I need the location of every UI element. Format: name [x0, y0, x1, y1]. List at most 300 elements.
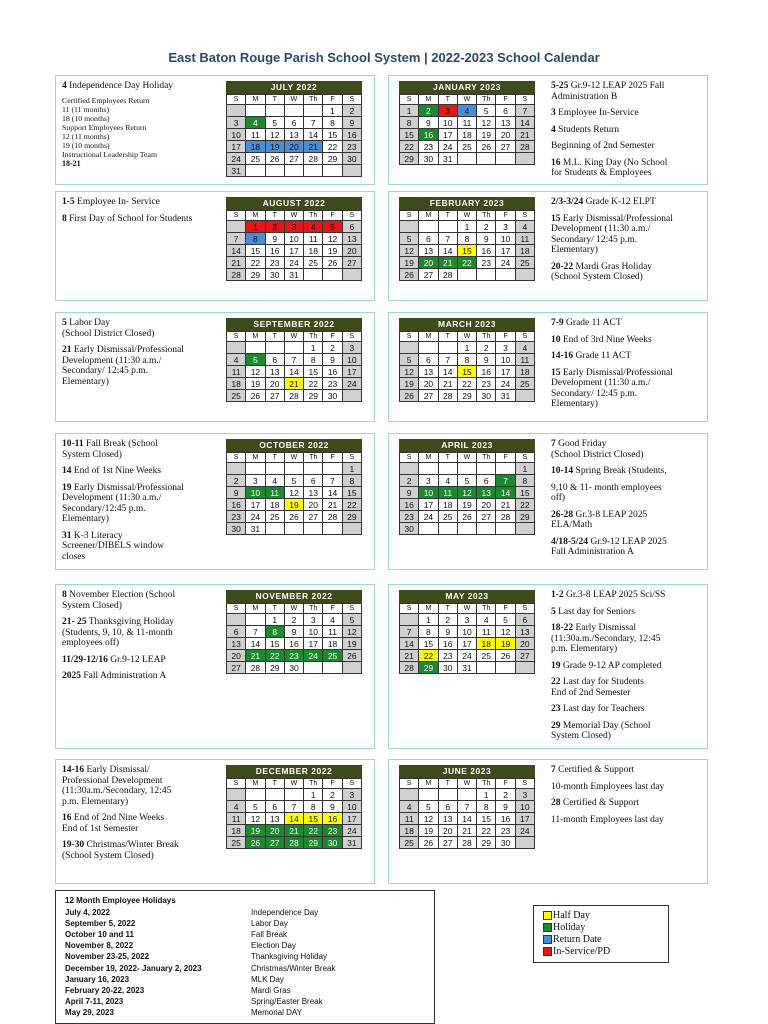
day-cell: 27 [304, 511, 323, 523]
day-cell [477, 153, 496, 165]
day-cell: 1 [457, 342, 476, 354]
day-cell [457, 153, 476, 165]
day-cell: 8 [342, 475, 361, 487]
day-cell [457, 789, 476, 801]
note-date: 8 [62, 213, 67, 224]
day-cell: 3 [227, 117, 246, 129]
holiday-row [65, 941, 425, 952]
day-cell: 24 [496, 257, 515, 269]
note-line: 19 (10 months) [62, 140, 110, 150]
day-cell: 8 [323, 117, 342, 129]
day-cell: 14 [496, 487, 515, 499]
day-cell [265, 523, 284, 535]
day-cell: 20 [265, 378, 284, 390]
month-calendar [399, 318, 535, 402]
day-cell: 11 [227, 366, 246, 378]
day-cell: 30 [342, 153, 361, 165]
day-cell: 26 [323, 257, 342, 269]
day-cell: 28 [246, 662, 265, 674]
day-cell [477, 463, 496, 475]
legend-swatch [543, 935, 552, 944]
note-text: Memorial Day (School [560, 720, 651, 731]
day-cell: 11 [246, 129, 265, 141]
note-line: closes [62, 551, 86, 562]
day-cell: 12 [246, 813, 265, 825]
holiday-row [65, 1008, 425, 1019]
day-cell: 26 [265, 153, 284, 165]
day-cell: 22 [515, 499, 534, 511]
day-cell: 16 [284, 638, 303, 650]
legend-label: Half Day [553, 910, 590, 921]
day-cell: 24 [457, 650, 476, 662]
holiday-date: January 16, 2023 [65, 974, 130, 984]
weekday-label: S [400, 211, 419, 221]
month-calendar [226, 765, 362, 849]
note-line [551, 590, 707, 601]
weekday-label: S [515, 604, 534, 614]
weekday-label: T [438, 95, 457, 105]
day-cell: 18 [265, 499, 284, 511]
day-cell: 22 [265, 650, 284, 662]
day-cell: 26 [284, 511, 303, 523]
weekday-label: F [496, 779, 515, 789]
day-cell [284, 105, 303, 117]
note-date: 14 [62, 466, 72, 476]
day-cell [515, 662, 534, 674]
legend-swatch [543, 947, 552, 956]
day-cell: 7 [515, 105, 534, 117]
day-cell: 28 [323, 511, 342, 523]
day-cell [438, 221, 457, 233]
month-grid [399, 603, 535, 674]
day-cell: 21 [284, 825, 303, 837]
note-text: November Election (School [66, 590, 176, 600]
day-cell: 28 [227, 269, 246, 281]
employee-holidays-box [55, 890, 435, 1024]
holiday-date: October 10 and 11 [65, 930, 134, 940]
day-cell: 5 [400, 233, 419, 245]
day-cell: 10 [419, 487, 438, 499]
holidays-title: 12 Month Employee Holidays [65, 896, 176, 905]
day-cell: 1 [323, 105, 342, 117]
weekday-label: F [323, 332, 342, 342]
day-cell: 25 [246, 153, 265, 165]
day-cell [284, 463, 303, 475]
day-cell: 30 [477, 390, 496, 402]
day-cell: 12 [246, 366, 265, 378]
day-cell [400, 463, 419, 475]
day-cell: 18 [246, 141, 265, 153]
day-cell: 21 [515, 129, 534, 141]
weekday-label: T [265, 779, 284, 789]
day-cell: 11 [400, 813, 419, 825]
day-cell: 13 [265, 813, 284, 825]
day-cell: 19 [419, 825, 438, 837]
day-cell: 29 [477, 837, 496, 849]
note-date: 10-11 [62, 439, 84, 449]
note-line: Development (11:30 a.m./ [551, 378, 651, 388]
holiday-event: Labor Day [251, 919, 288, 929]
note-line: Administration B [551, 91, 618, 102]
day-cell: 2 [265, 221, 284, 233]
weekday-label: M [246, 604, 265, 614]
note-text: Grade 9-12 AP completed [560, 660, 662, 671]
day-cell: 9 [438, 626, 457, 638]
day-cell: 28 [284, 837, 303, 849]
day-cell: 14 [246, 638, 265, 650]
month-header: MAY 2023 [399, 590, 535, 603]
day-cell: 21 [284, 378, 303, 390]
day-cell [265, 342, 284, 354]
day-cell: 4 [515, 342, 534, 354]
day-cell: 25 [227, 390, 246, 402]
month-grid [399, 452, 535, 535]
day-cell: 13 [342, 233, 361, 245]
day-cell: 16 [323, 813, 342, 825]
weekday-label: W [284, 211, 303, 221]
month-calendar [399, 765, 535, 849]
day-cell: 7 [284, 354, 303, 366]
day-cell: 17 [246, 499, 265, 511]
day-cell: 24 [284, 257, 303, 269]
note-text: M.L. King Day (No School [560, 157, 668, 168]
day-cell: 18 [515, 366, 534, 378]
day-cell: 20 [419, 257, 438, 269]
day-cell: 10 [496, 354, 515, 366]
day-cell: 5 [284, 475, 303, 487]
day-cell: 4 [400, 801, 419, 813]
day-cell: 3 [496, 342, 515, 354]
note-text: Fall Administration A [81, 671, 167, 681]
legend-item [553, 946, 610, 957]
day-cell: 9 [477, 233, 496, 245]
day-cell: 31 [342, 837, 361, 849]
month-grid [399, 210, 535, 281]
day-cell: 17 [342, 366, 361, 378]
month-grid [226, 331, 362, 402]
month-grid [226, 210, 362, 281]
day-cell: 15 [457, 366, 476, 378]
day-cell: 19 [400, 378, 419, 390]
weekday-label: Th [304, 332, 323, 342]
note-date: 16 [62, 813, 72, 823]
day-cell: 28 [438, 269, 457, 281]
day-cell: 16 [438, 638, 457, 650]
note-line [62, 590, 222, 601]
day-cell: 10 [227, 129, 246, 141]
day-cell: 11 [323, 626, 342, 638]
weekday-label: F [496, 332, 515, 342]
note-line [62, 655, 222, 666]
weekday-label: S [515, 332, 534, 342]
day-cell [496, 662, 515, 674]
day-cell [400, 614, 419, 626]
day-cell: 30 [323, 837, 342, 849]
day-cell: 19 [265, 141, 284, 153]
note-date: 11/29-12/16 [62, 654, 108, 665]
day-cell: 23 [227, 511, 246, 523]
note-text: Gr.3-8 LEAP 2025 Sci/SS [563, 590, 666, 600]
legend-label: In-Service/PD [553, 946, 611, 957]
day-cell: 22 [323, 141, 342, 153]
weekday-label: T [438, 453, 457, 463]
day-cell: 4 [438, 475, 457, 487]
day-cell: 11 [304, 233, 323, 245]
weekday-label: W [457, 604, 476, 614]
month-header: AUGUST 2022 [226, 197, 362, 210]
day-cell: 19 [323, 245, 342, 257]
day-cell: 12 [496, 626, 515, 638]
day-cell: 16 [227, 499, 246, 511]
day-cell: 1 [419, 614, 438, 626]
day-cell [227, 105, 246, 117]
weekday-label: Th [304, 453, 323, 463]
day-cell: 2 [227, 475, 246, 487]
note-date: 5-25 [551, 81, 569, 91]
day-cell: 23 [400, 511, 419, 523]
day-cell: 26 [400, 390, 419, 402]
weekday-label: M [419, 604, 438, 614]
weekday-label: S [342, 779, 361, 789]
day-cell: 29 [342, 511, 361, 523]
day-cell: 25 [227, 837, 246, 849]
note-line: (School District Closed) [62, 328, 155, 339]
note-date: 14-16 [551, 351, 574, 361]
note-text: Fall Break (School [83, 439, 158, 449]
day-cell: 25 [477, 650, 496, 662]
day-cell: 22 [477, 825, 496, 837]
month-calendar [226, 590, 362, 674]
note-line: (School System Closed) [62, 850, 154, 861]
day-cell [304, 662, 323, 674]
day-cell [515, 269, 534, 281]
weekday-label: S [342, 95, 361, 105]
note-text: Grade K-12 ELPT [583, 197, 656, 207]
day-cell [246, 342, 265, 354]
note-date: 4 [551, 124, 556, 135]
note-text: Labor Day [69, 318, 111, 328]
day-cell: 29 [246, 269, 265, 281]
day-cell: 1 [246, 221, 265, 233]
day-cell: 21 [438, 378, 457, 390]
holiday-row [65, 952, 425, 963]
weekday-label: S [400, 604, 419, 614]
weekday-label: W [457, 95, 476, 105]
weekday-label: F [323, 453, 342, 463]
holiday-date: September 5, 2022 [65, 919, 136, 929]
holiday-row [65, 986, 425, 997]
day-cell: 20 [304, 499, 323, 511]
day-cell [515, 153, 534, 165]
weekday-label: Th [477, 332, 496, 342]
day-cell: 28 [304, 153, 323, 165]
day-cell: 6 [284, 117, 303, 129]
day-cell: 31 [284, 269, 303, 281]
day-cell: 5 [246, 801, 265, 813]
day-cell [438, 463, 457, 475]
day-cell: 12 [400, 245, 419, 257]
note-line [551, 677, 707, 688]
note-text: Early Dismissal/Professional [560, 367, 673, 378]
note-line [551, 466, 707, 477]
legend-swatch [543, 923, 552, 932]
day-cell: 25 [304, 257, 323, 269]
note-line: Screener/DIBELS window [62, 541, 165, 551]
day-cell: 2 [477, 342, 496, 354]
day-cell: 26 [457, 511, 476, 523]
day-cell: 15 [419, 638, 438, 650]
day-cell: 27 [419, 269, 438, 281]
day-cell [246, 614, 265, 626]
day-cell: 25 [323, 650, 342, 662]
note-line [62, 765, 222, 776]
day-cell [342, 390, 361, 402]
note-line: Certified Employees Return [62, 95, 150, 105]
holiday-date: November 23-25, 2022 [65, 952, 150, 962]
month-header: JANUARY 2023 [399, 81, 535, 94]
day-cell: 20 [284, 141, 303, 153]
day-cell: 5 [419, 801, 438, 813]
day-cell [284, 165, 303, 177]
day-cell: 3 [515, 789, 534, 801]
weekday-label: Th [304, 604, 323, 614]
day-cell: 27 [438, 837, 457, 849]
day-cell: 19 [246, 825, 265, 837]
day-cell: 13 [265, 366, 284, 378]
day-cell [342, 662, 361, 674]
note-line [62, 813, 222, 824]
day-cell: 23 [323, 825, 342, 837]
weekday-label: S [515, 779, 534, 789]
day-cell: 13 [496, 117, 515, 129]
weekday-label: Th [304, 95, 323, 105]
month-grid [399, 778, 535, 849]
day-cell: 13 [515, 626, 534, 638]
day-cell: 11 [438, 487, 457, 499]
holiday-date: July 4, 2022 [65, 908, 110, 917]
month-grid [399, 94, 535, 165]
note-date: 20-22 [551, 261, 574, 272]
weekday-label: S [227, 453, 246, 463]
weekday-label: M [419, 453, 438, 463]
note-date: 7 [551, 765, 556, 775]
weekday-label: S [227, 95, 246, 105]
holiday-event: Independence Day [251, 908, 319, 917]
day-cell: 30 [284, 662, 303, 674]
day-cell: 13 [438, 813, 457, 825]
weekday-label: T [265, 95, 284, 105]
day-cell [323, 269, 342, 281]
day-cell: 29 [400, 153, 419, 165]
day-cell: 14 [515, 117, 534, 129]
note-date: 14-16 [62, 765, 85, 775]
day-cell: 3 [304, 614, 323, 626]
weekday-label: S [342, 453, 361, 463]
weekday-label: W [284, 604, 303, 614]
day-cell: 9 [477, 354, 496, 366]
note-line: Fall Administration A [551, 547, 634, 557]
day-cell: 28 [400, 662, 419, 674]
note-line [62, 345, 222, 356]
day-cell [246, 105, 265, 117]
day-cell: 4 [323, 614, 342, 626]
day-cell: 18 [477, 638, 496, 650]
note-text: Gr.9-12 LEAP [107, 654, 166, 665]
day-cell: 28 [496, 511, 515, 523]
day-cell: 21 [496, 499, 515, 511]
page-title: East Baton Rouge Parish School System | 2022-2023 School Calendar [168, 50, 600, 65]
day-cell: 7 [304, 117, 323, 129]
note-line: 9,10 & 11- month employees [551, 482, 662, 493]
day-cell: 2 [419, 105, 438, 117]
day-cell [419, 523, 438, 535]
weekday-label: Th [477, 211, 496, 221]
day-cell: 10 [246, 487, 265, 499]
note-line [62, 671, 222, 682]
note-date: 4/18-5/24 [551, 536, 588, 547]
day-cell: 4 [227, 354, 246, 366]
day-cell: 2 [438, 614, 457, 626]
note-date: 18-22 [551, 623, 574, 633]
day-cell [304, 463, 323, 475]
day-cell: 15 [342, 487, 361, 499]
day-cell: 3 [457, 614, 476, 626]
legend-label: Return Date [553, 934, 602, 945]
day-cell: 24 [342, 378, 361, 390]
note-date: 18-21 [62, 158, 81, 168]
note-text: End of 2nd Nine Weeks [71, 813, 165, 823]
note-line: p.m. Elementary) [62, 796, 129, 807]
day-cell: 3 [496, 221, 515, 233]
day-cell: 3 [438, 105, 457, 117]
note-text: Early Dismissal/ [84, 765, 150, 775]
day-cell: 2 [323, 342, 342, 354]
day-cell: 16 [342, 129, 361, 141]
weekday-label: S [342, 604, 361, 614]
day-cell: 25 [457, 141, 476, 153]
day-cell: 6 [496, 105, 515, 117]
day-cell [265, 165, 284, 177]
day-cell [227, 789, 246, 801]
day-cell: 6 [438, 801, 457, 813]
day-cell: 13 [284, 129, 303, 141]
day-cell: 25 [515, 257, 534, 269]
weekday-label: M [419, 211, 438, 221]
day-cell: 8 [419, 626, 438, 638]
note-date: 26-28 [551, 509, 574, 520]
notes-block [62, 765, 222, 867]
day-cell: 8 [457, 233, 476, 245]
note-text: Independence Day Holiday [66, 81, 174, 91]
day-cell: 5 [457, 475, 476, 487]
day-cell: 10 [496, 233, 515, 245]
day-cell: 3 [342, 789, 361, 801]
day-cell: 20 [227, 650, 246, 662]
day-cell [323, 662, 342, 674]
day-cell: 3 [342, 342, 361, 354]
holiday-date: November 8, 2022 [65, 941, 134, 951]
day-cell: 18 [227, 378, 246, 390]
day-cell: 6 [342, 221, 361, 233]
note-text: Gr.9-12 LEAP 2025 Fall [568, 81, 665, 91]
day-cell: 29 [304, 837, 323, 849]
day-cell: 18 [323, 638, 342, 650]
day-cell: 22 [304, 378, 323, 390]
day-cell: 8 [400, 117, 419, 129]
day-cell: 10 [284, 233, 303, 245]
day-cell: 11 [265, 487, 284, 499]
day-cell: 15 [246, 245, 265, 257]
